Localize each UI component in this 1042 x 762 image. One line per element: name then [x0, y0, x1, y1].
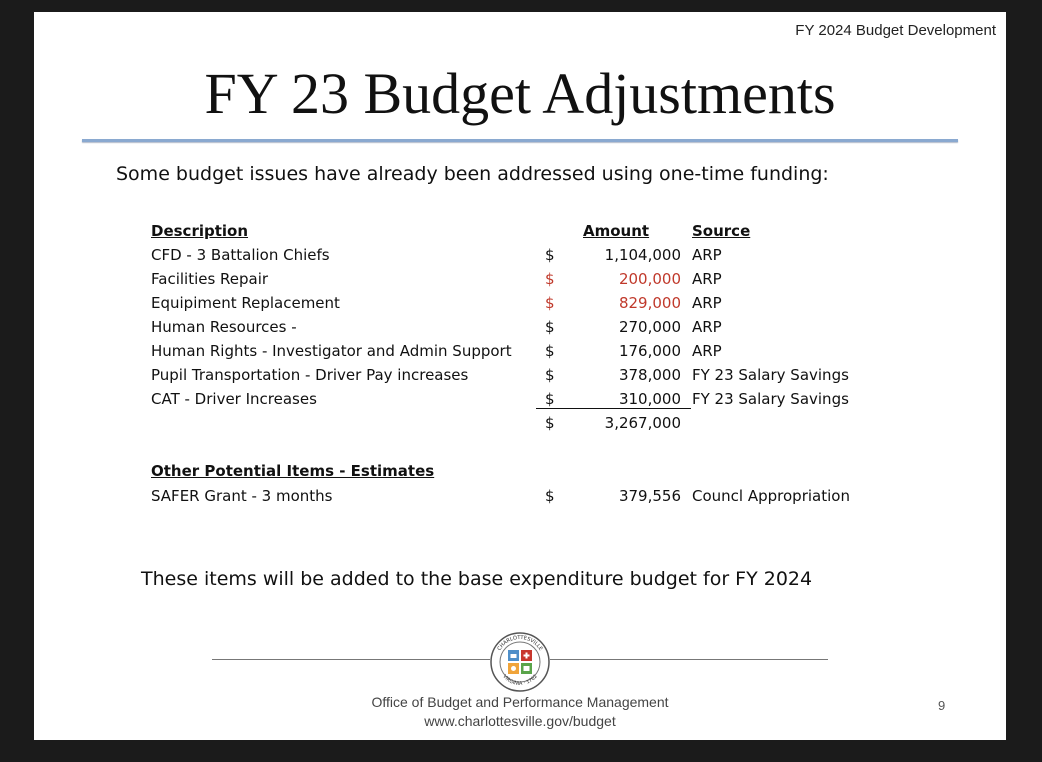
header-source: Source [692, 222, 751, 240]
row-source: FY 23 Salary Savings [692, 390, 849, 408]
row-currency: $ [545, 246, 555, 264]
other-items-header: Other Potential Items - Estimates [151, 462, 435, 480]
row-description: Equipiment Replacement [151, 294, 340, 312]
row-description: Human Rights - Investigator and Admin Support [151, 342, 512, 360]
row-amount: 310,000 [618, 390, 681, 408]
row-source: ARP [692, 318, 722, 336]
row-source: ARP [692, 294, 722, 312]
footer-url: www.charlottesville.gov/budget [424, 713, 616, 729]
row-description: SAFER Grant - 3 months [151, 487, 333, 505]
row-description: Facilities Repair [151, 270, 269, 288]
svg-text:VIRGINIA · 1762: VIRGINIA · 1762 [501, 673, 539, 688]
slide [34, 12, 1006, 740]
row-currency: $ [545, 270, 555, 288]
row-amount: 378,000 [618, 366, 681, 384]
row-description: CFD - 3 Battalion Chiefs [151, 246, 330, 264]
footer-office-name: Office of Budget and Performance Management [371, 694, 669, 710]
row-source: ARP [692, 246, 722, 264]
row-description: Pupil Transportation - Driver Pay increases [151, 366, 469, 384]
row-currency: $ [545, 487, 555, 505]
footer-divider-left [212, 659, 490, 660]
row-currency: $ [545, 366, 555, 384]
row-source: Councl Appropriation [692, 487, 850, 505]
header-amount: Amount [583, 222, 650, 240]
row-amount: 270,000 [618, 318, 681, 336]
row-amount: 829,000 [618, 294, 681, 312]
row-currency: $ [545, 294, 555, 312]
header-tag: FY 2024 Budget Development [795, 22, 996, 39]
footer-divider-right [550, 659, 828, 660]
city-seal-logo [489, 631, 551, 693]
bottom-frame-bar [0, 740, 1042, 762]
row-currency: $ [545, 318, 555, 336]
row-source: ARP [692, 270, 722, 288]
page-number: 9 [938, 698, 946, 713]
closing-text: These items will be added to the base expenditure budget for FY 2024 [141, 568, 813, 590]
total-underline [536, 408, 691, 409]
total-amount: 3,267,000 [604, 414, 681, 432]
row-currency: $ [545, 390, 555, 408]
row-description: Human Resources - [151, 318, 297, 336]
slide-title: FY 23 Budget Adjustments [204, 61, 836, 126]
row-source: FY 23 Salary Savings [692, 366, 849, 384]
svg-text:CHARLOTTESVILLE: CHARLOTTESVILLE [496, 634, 544, 652]
row-description: CAT - Driver Increases [151, 390, 317, 408]
top-frame-bar [0, 0, 1042, 12]
row-amount: 200,000 [618, 270, 681, 288]
row-source: ARP [692, 342, 722, 360]
total-currency: $ [545, 414, 555, 432]
row-amount: 1,104,000 [604, 246, 681, 264]
row-currency: $ [545, 342, 555, 360]
header-description: Description [151, 222, 249, 240]
intro-text: Some budget issues have already been addressed using one-time funding: [116, 163, 829, 185]
row-amount: 379,556 [618, 487, 681, 505]
row-amount: 176,000 [618, 342, 681, 360]
